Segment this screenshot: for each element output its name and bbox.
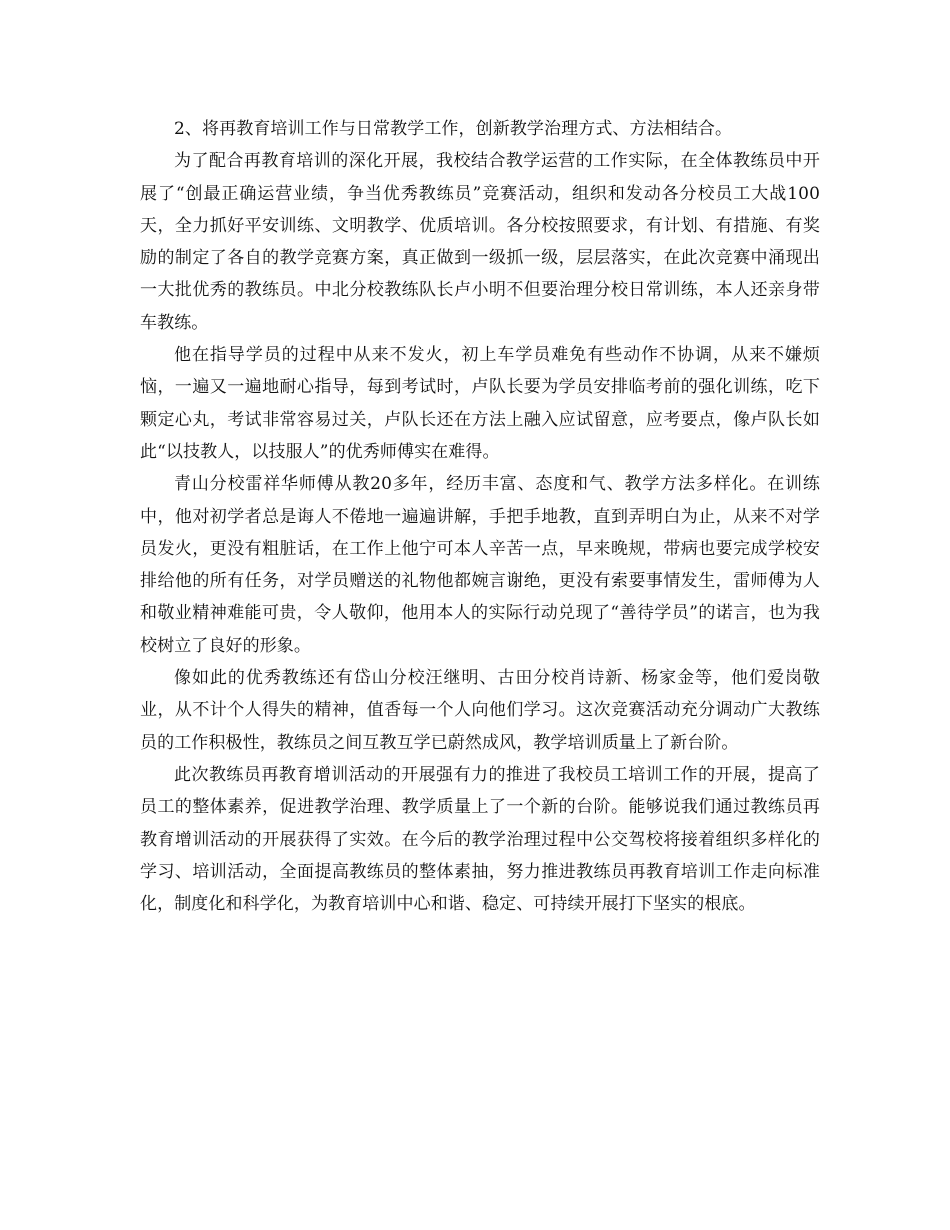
paragraph-4: 青山分校雷祥华师傅从教20多年，经历丰富、态度和气、教学方法多样化。在训练中，他对初学者总是诲人不倦地一遍遍讲解，手把手地教，直到弄明白为止，从来不对学员发火，更没有粗脏话，在工作上他宁可本人辛苦一点，早来晚规，带病也要完成学校安排给他的所有任务，对学员赠送的礼物他都婉言谢绝，更没有索要事情发生，雷师傅为人和敬业精神难能可贵，令人敬仰，他用本人的实际行动兑现了“善待学员”的诺言，也为我校树立了良好的形象。 <box>140 474 820 656</box>
paragraph-1: 2、将再教育培训工作与日常教学工作，创新教学治理方式、方法相结合。 <box>174 119 733 139</box>
paragraph-3: 他在指导学员的过程中从来不发火，初上车学员难免有些动作不协调，从来不嫌烦恼，一遍又一遍地耐心指导，每到考试时，卢队长要为学员安排临考前的强化训练，吃下颗定心丸，考试非常容易过关，卢队长还在方法上融入应试留意，应考要点，像卢队长如此“以技教人，以技服人”的优秀师傅实在难得。 <box>140 345 820 462</box>
document-body <box>140 113 820 920</box>
paragraph-5: 像如此的优秀教练还有岱山分校汪继明、古田分校肖诗新、杨家金等，他们爱岗敬业，从不计个人得失的精神，值香每一个人向他们学习。这次竞赛活动充分调动广大教练员的工作积极性，教练员之间互教互学已蔚然成风，教学培训质量上了新台阶。 <box>140 668 820 753</box>
paragraph-6: 此次教练员再教育增训活动的开展强有力的推进了我校员工培训工作的开展，提高了员工的整体素养，促进教学治理、教学质量上了一个新的台阶。能够说我们通过教练员再教育增训活动的开展获得了实效。在今后的教学治理过程中公交驾校将接着组织多样化的学习、培训活动，全面提高教练员的整体素抽，努力推进教练员再教育培训工作走向标准化，制度化和科学化，为教育培训中心和谐、稳定、可持续开展打下坚实的根底。 <box>140 764 820 915</box>
paragraph-2: 为了配合再教育培训的深化开展，我校结合教学运营的工作实际，在全体教练员中开展了“创最正确运营业绩，争当优秀教练员”竞赛活动，组织和发动各分校员工大战100天，全力抓好平安训练、文明教学、优质培训。各分校按照要求，有计划、有措施、有奖励的制定了各自的教学竞赛方案，真正做到一级抓一级，层层落实，在此次竞赛中涌现出一大批优秀的教练员。中北分校教练队长卢小明不但要治理分校日常训练，本人还亲身带车教练。 <box>140 151 820 333</box>
